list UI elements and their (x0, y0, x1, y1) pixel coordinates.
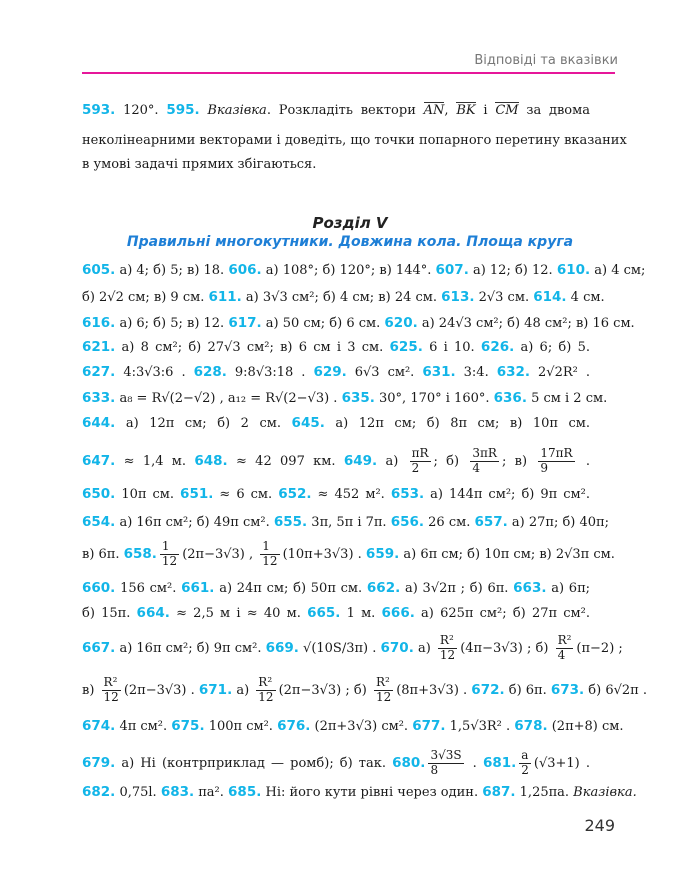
answer-number: 675. (171, 718, 205, 734)
answer-text: ; б) (433, 454, 468, 469)
answer-text: 10π см. (115, 487, 181, 502)
answer-text: а) 16π см²; б) 49π см². (115, 515, 274, 530)
answer-text: 5 см і 2 см. (526, 391, 608, 406)
intro-block (82, 102, 627, 182)
answer-text: б) 15π. (82, 606, 137, 621)
answer-number: 683. (160, 784, 195, 800)
answer-text: б) 6π. (504, 683, 551, 698)
answer-number: 632. (496, 364, 531, 380)
answer-text: 4:3√3:6 . (115, 365, 194, 380)
fraction (102, 676, 121, 705)
numerator: 17πR (540, 446, 573, 461)
numerator: R² (256, 676, 275, 691)
answer-number: 626. (480, 339, 515, 355)
denominator: 12 (262, 554, 278, 568)
numerator: a (519, 749, 531, 764)
comma: , (444, 103, 449, 118)
section-title: Розділ V (312, 214, 388, 232)
answer-text: ; в) (501, 454, 536, 469)
answer-number: 663. (513, 580, 547, 596)
answer-text: в) 6π. (82, 547, 124, 562)
hint-label: Вказівка (207, 103, 267, 118)
answer-line-6 (82, 390, 608, 406)
answer-text: (π−2) ; (576, 641, 623, 656)
numerator: πR (411, 446, 429, 461)
fraction (556, 634, 574, 663)
fraction (410, 447, 431, 476)
numerator: R² (102, 676, 121, 691)
answer-number: 681. (482, 755, 517, 771)
answer-text: (4π−3√3) ; б) (460, 641, 553, 656)
answer-text: 100π см². (204, 719, 278, 734)
answer-text: 3π, 5π і 7π. (307, 515, 391, 530)
answer-line-15 (82, 670, 647, 710)
answer-number: 647. (82, 453, 116, 469)
answer-number: 636. (493, 390, 527, 406)
answer-text: ≈ 42 097 км. (227, 454, 344, 469)
answer-text: а) (232, 683, 254, 698)
numerator: R² (374, 676, 393, 691)
answer-number: 676. (277, 718, 311, 734)
answer-text: 4 см. (566, 290, 605, 305)
section-subtitle: Правильні многокутники. Довжина кола. Площа круга (126, 234, 574, 250)
answer-line-11 (82, 536, 615, 572)
answer-text: за двома (526, 103, 590, 118)
denominator: 12 (258, 690, 274, 704)
running-header: Відповіді та вказівки (474, 53, 618, 68)
answer-number: 617. (228, 315, 262, 331)
answer-text: Ні: його кути рівні через один. (261, 785, 483, 800)
answer-number: 685. (228, 784, 262, 800)
answer-text: 156 см². (115, 581, 182, 596)
answer-number: 662. (366, 580, 401, 596)
answer-number: 651. (180, 486, 214, 502)
answer-number: 648. (194, 453, 228, 469)
answer-text: а) 6; б) 5. (514, 340, 590, 355)
answer-text: (2π+3√3) см². (310, 719, 413, 734)
intro-line-3: в умові задачі прямих збігаються. (82, 157, 317, 172)
answer-number: 620. (384, 315, 418, 331)
answer-number: 670. (380, 640, 414, 656)
answer-number: 671. (198, 682, 233, 698)
answer-line-12 (82, 580, 590, 596)
answer-text: . (466, 756, 483, 771)
answer-text: (10π+3√3) . (282, 547, 366, 562)
vector-bk: BK (456, 103, 476, 118)
answer-number: 610. (556, 262, 591, 278)
answer-line-17 (82, 744, 590, 782)
answer-text: а) 108°; б) 120°; в) 144°. (261, 263, 436, 278)
answer-number: 658. (123, 546, 157, 562)
answer-line-7 (82, 415, 590, 431)
fraction (260, 540, 279, 569)
answer-text: (2π+8) см. (547, 719, 624, 734)
answer-number: 672. (471, 682, 505, 698)
answer-text: ≈ 2,5 м і ≈ 40 м. (169, 606, 308, 621)
answer-text: б) 2√2 см; в) 9 см. (82, 290, 209, 305)
numerator: R² (557, 633, 572, 648)
denominator: 12 (375, 690, 392, 704)
answer-number: 655. (273, 514, 308, 530)
answer-line-3 (82, 315, 635, 331)
answer-number: 656. (390, 514, 425, 530)
fraction (438, 634, 457, 663)
denominator: 2 (521, 763, 529, 777)
answer-text: 4π см². (115, 719, 172, 734)
answer-number: 607. (435, 262, 469, 278)
answer-number: 679. (82, 755, 116, 771)
answer-number: 616. (82, 315, 116, 331)
answer-number: 669. (265, 640, 299, 656)
numerator: 1 (160, 540, 179, 555)
answer-text: а) 4; б) 5; в) 18. (115, 263, 229, 278)
answer-text: 120°. (115, 103, 167, 118)
numerator: 3√3S (430, 748, 462, 763)
hint-label: Вказівка. (573, 785, 637, 800)
answer-number: 635. (341, 390, 375, 406)
answer-text: 6√3 см². (346, 365, 423, 380)
answer-number: 678. (514, 718, 548, 734)
answer-number: 661. (181, 580, 215, 596)
answer-text: в) (82, 683, 99, 698)
answer-number: 633. (82, 390, 116, 406)
answer-text: а) 625π см²; б) 27π см². (414, 606, 590, 621)
answer-number: 629. (313, 364, 347, 380)
answer-number: 611. (208, 289, 242, 305)
answer-number: 621. (82, 339, 116, 355)
answer-text: 30°, 170° і 160°. (374, 391, 494, 406)
fraction (160, 540, 179, 569)
fraction (428, 749, 463, 778)
fraction (470, 447, 499, 476)
fraction (256, 676, 275, 705)
answers-block (82, 262, 647, 802)
answer-number: 606. (228, 262, 262, 278)
header-rule (82, 72, 615, 74)
answer-line-8 (82, 443, 590, 479)
answer-text: . (577, 454, 591, 469)
denominator: 12 (161, 554, 178, 568)
answer-number: 667. (82, 640, 116, 656)
answer-line-14 (82, 628, 623, 668)
answer-number: 645. (291, 415, 325, 431)
answer-text: а) (377, 454, 407, 469)
answer-number: 631. (422, 364, 456, 380)
vector-an: AN (423, 103, 445, 118)
answer-text: а) 4 см; (590, 263, 646, 278)
answer-text: (2π−3√3) . (123, 683, 199, 698)
answer-text: а) 12π см; б) 8π см; в) 10π см. (324, 416, 590, 431)
answer-text: 9:8√3:18 . (226, 365, 314, 380)
answer-text: а) 50 см; б) 6 см. (261, 316, 385, 331)
answer-number: 614. (533, 289, 567, 305)
answer-number: 652. (278, 486, 312, 502)
answer-number: 628. (193, 364, 227, 380)
answer-text: (√3+1) . (533, 756, 590, 771)
answer-number: 664. (136, 605, 170, 621)
answer-text: 2√2R² . (530, 365, 590, 380)
answer-text: а) 12π см; б) 2 см. (115, 416, 292, 431)
fraction (538, 447, 574, 476)
fraction (374, 676, 393, 705)
answer-line-1 (82, 262, 646, 278)
conjunction: і (483, 103, 488, 118)
answer-number: 687. (482, 784, 516, 800)
answer-number: 654. (82, 514, 116, 530)
answer-number: 649. (343, 453, 378, 469)
answer-number: 650. (82, 486, 116, 502)
answer-number: 665. (307, 605, 341, 621)
answer-number: 625. (389, 339, 423, 355)
answer-number: 613. (441, 289, 475, 305)
answer-number: 680. (392, 755, 426, 771)
answer-line-13 (82, 605, 590, 621)
answer-text: . Розкладіть вектори (266, 103, 416, 118)
answer-number: 627. (82, 364, 116, 380)
answer-number: 605. (82, 262, 116, 278)
answer-number: 653. (390, 486, 425, 502)
answer-text: 1,5√3R² . (445, 719, 515, 734)
answer-line-4 (82, 339, 590, 355)
answer-text: а) 24π см; б) 50π см. (214, 581, 367, 596)
denominator: 2 (411, 461, 420, 475)
answer-text: ≈ 452 м². (311, 487, 391, 502)
answer-text: а) 6π см; б) 10π см; в) 2√3π см. (399, 547, 615, 562)
denominator: 12 (103, 690, 119, 704)
answer-text: а) 24√3 см²; б) 48 см²; в) 16 см. (417, 316, 635, 331)
answer-text: а) 8 см²; б) 27√3 см²; в) 6 см і 3 см. (115, 340, 390, 355)
answer-number: 659. (365, 546, 400, 562)
answer-text: а) 3√2π ; б) 6π. (400, 581, 514, 596)
page-number: 249 (584, 816, 615, 835)
answer-number: 595. (166, 102, 200, 118)
answer-text: (2π−3√3) , (182, 547, 258, 562)
numerator: 3πR (472, 446, 497, 461)
answer-number: 666. (381, 605, 415, 621)
answer-text: (2π−3√3) ; б) (278, 683, 371, 698)
answer-text: 0,75l. (115, 785, 161, 800)
intro-line-1 (82, 102, 590, 118)
answer-number: 674. (82, 718, 116, 734)
answer-text: 3:4. (455, 365, 497, 380)
answer-text: 6 і 10. (422, 340, 481, 355)
fraction (519, 749, 531, 778)
answer-text: а) 6; б) 5; в) 12. (115, 316, 229, 331)
denominator: 8 (430, 763, 439, 777)
answer-number: 677. (412, 718, 446, 734)
answer-line-18 (82, 784, 637, 800)
answer-text: πa². (194, 785, 229, 800)
answer-number: 660. (82, 580, 116, 596)
denominator: 9 (540, 461, 548, 475)
answer-line-10 (82, 514, 609, 530)
answer-text: 1 м. (340, 606, 382, 621)
answer-text: а) 6π; (546, 581, 590, 596)
numerator: 1 (260, 540, 279, 555)
answer-text: √(10S/3π) . (298, 641, 381, 656)
denominator: 4 (557, 648, 566, 662)
answer-line-5 (82, 364, 590, 380)
answer-text: 2√3 см. (474, 290, 534, 305)
answer-number: 673. (550, 682, 585, 698)
denominator: 4 (472, 461, 481, 475)
answer-text: а) 16π см²; б) 9π см². (115, 641, 266, 656)
answer-number: 682. (82, 784, 116, 800)
answer-line-16 (82, 718, 624, 734)
answer-text: а) 27π; б) 40π; (507, 515, 609, 530)
answer-number: 644. (82, 415, 116, 431)
answer-text: б) 6√2π . (584, 683, 647, 698)
answer-text: а) 144π см²; б) 9π см². (424, 487, 590, 502)
intro-line-2: неколінеарними векторами і доведіть, що точки попарного перетину вказаних (82, 133, 627, 148)
answer-text: а) 12; б) 12. (468, 263, 557, 278)
answer-number: 657. (474, 514, 508, 530)
answer-number: 593. (82, 102, 116, 118)
answer-text: 26 см. (424, 515, 475, 530)
answer-text: а) Ні (контрприклад — ромб); б) так. (115, 756, 393, 771)
answer-text: ≈ 6 см. (213, 487, 279, 502)
answer-text: (8π+3√3) . (396, 683, 472, 698)
vector-cm: CM (495, 103, 519, 118)
answer-line-9 (82, 486, 590, 502)
denominator: 12 (439, 648, 456, 662)
answer-line-2 (82, 289, 605, 305)
answer-text: a₈ = R√(2−√2) , a₁₂ = R√(2−√3) . (115, 391, 342, 406)
answer-text: 1,25πa. (515, 785, 574, 800)
answer-text: ≈ 1,4 м. (115, 454, 195, 469)
answer-text: а) (413, 641, 435, 656)
numerator: R² (438, 634, 457, 649)
answer-text: а) 3√3 см²; б) 4 см; в) 24 см. (241, 290, 442, 305)
